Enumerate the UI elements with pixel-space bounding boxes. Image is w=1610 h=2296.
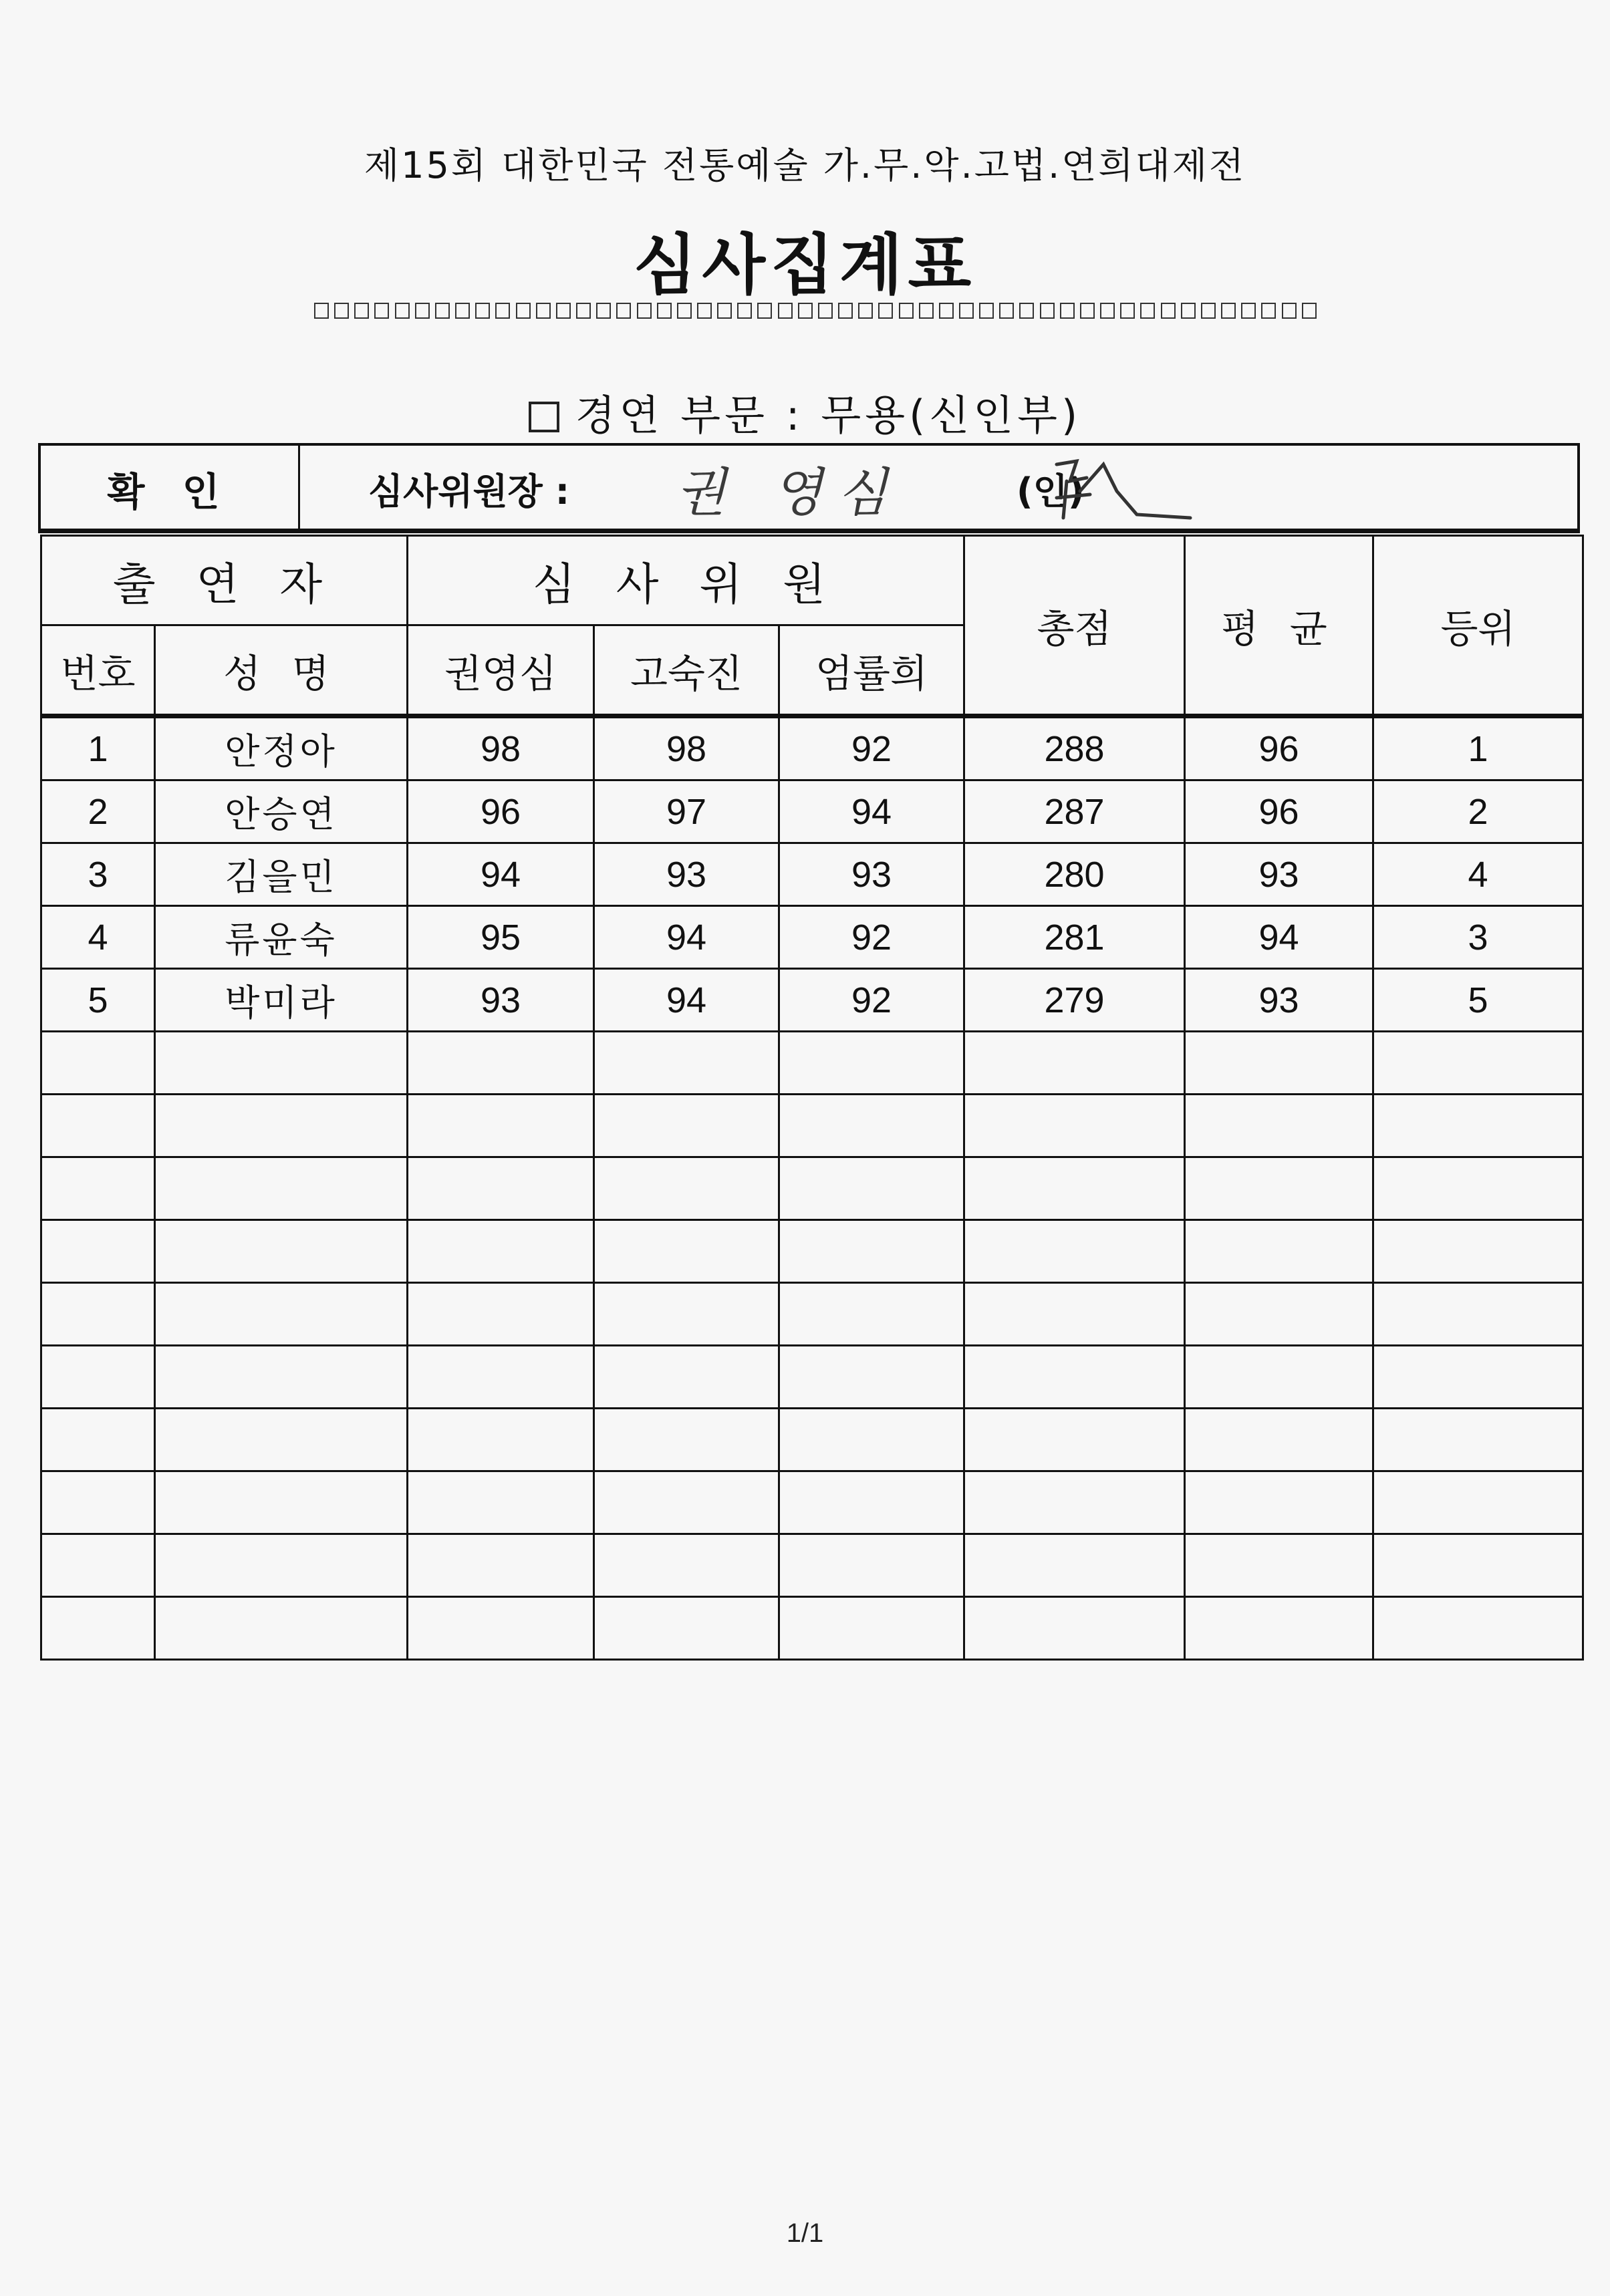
table-row xyxy=(41,969,1583,1032)
empty-cell xyxy=(41,1032,155,1095)
empty-cell xyxy=(594,1534,779,1597)
placeholder-box xyxy=(939,303,954,319)
entry-name: 안정아 xyxy=(155,716,408,780)
empty-cell xyxy=(408,1597,594,1660)
placeholder-box xyxy=(576,303,591,319)
chair-judge-label: 심사위원장 : xyxy=(368,470,570,513)
placeholder-box xyxy=(556,303,571,319)
placeholder-box xyxy=(757,303,772,319)
empty-cell xyxy=(408,1534,594,1597)
empty-cell xyxy=(1373,1471,1583,1534)
average-score: 94 xyxy=(1185,906,1373,969)
placeholder-box xyxy=(878,303,893,319)
empty-cell xyxy=(1185,1220,1373,1283)
placeholder-box xyxy=(1019,303,1034,319)
empty-cell xyxy=(155,1095,408,1157)
empty-table-row xyxy=(41,1283,1583,1346)
entry-name: 박미라 xyxy=(155,969,408,1032)
judge-2-header: 고숙진 xyxy=(594,625,779,716)
total-score: 279 xyxy=(964,969,1185,1032)
score-table xyxy=(40,535,1584,1661)
judge-3-score: 92 xyxy=(779,906,964,969)
empty-cell xyxy=(779,1157,964,1220)
placeholder-box xyxy=(475,303,490,319)
judge-2-score: 93 xyxy=(594,843,779,906)
placeholder-box xyxy=(1120,303,1135,319)
placeholder-box xyxy=(314,303,329,319)
empty-cell xyxy=(155,1157,408,1220)
empty-cell xyxy=(1373,1095,1583,1157)
empty-table-row xyxy=(41,1095,1583,1157)
empty-cell xyxy=(594,1157,779,1220)
empty-cell xyxy=(594,1032,779,1095)
empty-cell xyxy=(779,1283,964,1346)
judge-1-score: 98 xyxy=(408,716,594,780)
entry-name: 김을민 xyxy=(155,843,408,906)
empty-cell xyxy=(594,1597,779,1660)
empty-cell xyxy=(1185,1409,1373,1471)
entry-number: 5 xyxy=(41,969,155,1032)
checkbox-square xyxy=(529,402,559,432)
empty-cell xyxy=(41,1534,155,1597)
empty-cell xyxy=(155,1471,408,1534)
entry-number: 3 xyxy=(41,843,155,906)
judge-3-score: 94 xyxy=(779,780,964,843)
empty-table-row xyxy=(41,1597,1583,1660)
placeholder-box xyxy=(979,303,994,319)
judge-3-score: 92 xyxy=(779,969,964,1032)
handwritten-seal-mark xyxy=(1030,451,1197,525)
empty-cell xyxy=(41,1409,155,1471)
placeholder-box xyxy=(1221,303,1236,319)
empty-cell xyxy=(779,1095,964,1157)
placeholder-box xyxy=(374,303,389,319)
empty-table-row xyxy=(41,1409,1583,1471)
total-score: 288 xyxy=(964,716,1185,780)
page-number: 1/1 xyxy=(786,2218,824,2248)
rank: 2 xyxy=(1373,780,1583,843)
empty-cell xyxy=(155,1597,408,1660)
judge-2-score: 94 xyxy=(594,906,779,969)
placeholder-box xyxy=(596,303,611,319)
judge-1-score: 93 xyxy=(408,969,594,1032)
placeholder-box xyxy=(1140,303,1155,319)
empty-cell xyxy=(779,1534,964,1597)
empty-cell xyxy=(1185,1346,1373,1409)
placeholder-box xyxy=(657,303,672,319)
table-row xyxy=(41,716,1583,780)
rank: 1 xyxy=(1373,716,1583,780)
placeholder-box xyxy=(415,303,430,319)
empty-cell xyxy=(779,1597,964,1660)
placeholder-box xyxy=(637,303,652,319)
empty-table-row xyxy=(41,1032,1583,1095)
empty-cell xyxy=(408,1157,594,1220)
average-score: 93 xyxy=(1185,843,1373,906)
placeholder-box xyxy=(455,303,470,319)
empty-cell xyxy=(779,1032,964,1095)
placeholder-box xyxy=(616,303,631,319)
empty-cell xyxy=(41,1157,155,1220)
placeholder-box xyxy=(677,303,692,319)
empty-cell xyxy=(964,1283,1185,1346)
empty-cell xyxy=(594,1283,779,1346)
empty-cell xyxy=(1373,1220,1583,1283)
average-score: 93 xyxy=(1185,969,1373,1032)
placeholder-box xyxy=(1241,303,1256,319)
entry-name: 류윤숙 xyxy=(155,906,408,969)
empty-cell xyxy=(1185,1095,1373,1157)
total-score: 281 xyxy=(964,906,1185,969)
placeholder-box xyxy=(1080,303,1095,319)
judge-2-score: 94 xyxy=(594,969,779,1032)
placeholder-box xyxy=(1060,303,1075,319)
competition-category xyxy=(0,382,1610,442)
average-header: 평 균 xyxy=(1185,536,1373,716)
empty-cell xyxy=(964,1095,1185,1157)
empty-table-row xyxy=(41,1471,1583,1534)
confirm-label: 확 인 xyxy=(41,446,300,531)
placeholder-box xyxy=(697,303,712,319)
rank: 3 xyxy=(1373,906,1583,969)
empty-cell xyxy=(594,1346,779,1409)
empty-cell xyxy=(408,1346,594,1409)
empty-cell xyxy=(1373,1409,1583,1471)
empty-cell xyxy=(1373,1534,1583,1597)
table-row xyxy=(41,843,1583,906)
empty-cell xyxy=(964,1032,1185,1095)
placeholder-box xyxy=(435,303,450,319)
average-score: 96 xyxy=(1185,780,1373,843)
empty-cell xyxy=(41,1283,155,1346)
empty-cell xyxy=(1373,1283,1583,1346)
event-subtitle: 제15회 대한민국 전통예술 가.무.악.고법.연희대제전 xyxy=(364,144,1246,186)
placeholder-box xyxy=(858,303,873,319)
entry-number: 2 xyxy=(41,780,155,843)
empty-cell xyxy=(155,1346,408,1409)
empty-cell xyxy=(964,1597,1185,1660)
table-row xyxy=(41,780,1583,843)
judge-2-score: 97 xyxy=(594,780,779,843)
empty-cell xyxy=(964,1220,1185,1283)
empty-table-row xyxy=(41,1157,1583,1220)
rank: 5 xyxy=(1373,969,1583,1032)
placeholder-box xyxy=(798,303,813,319)
placeholder-box xyxy=(1261,303,1276,319)
placeholder-box xyxy=(334,303,349,319)
placeholder-box xyxy=(919,303,934,319)
placeholder-box-row xyxy=(314,297,1317,324)
placeholder-box xyxy=(778,303,793,319)
empty-cell xyxy=(779,1346,964,1409)
confirmation-block xyxy=(38,443,1580,533)
empty-cell xyxy=(1185,1471,1373,1534)
empty-cell xyxy=(1185,1283,1373,1346)
name-header: 성 명 xyxy=(155,625,408,716)
placeholder-box xyxy=(717,303,732,319)
placeholder-box xyxy=(1201,303,1216,319)
total-score: 287 xyxy=(964,780,1185,843)
empty-cell xyxy=(155,1032,408,1095)
average-score: 96 xyxy=(1185,716,1373,780)
rank: 4 xyxy=(1373,843,1583,906)
empty-cell xyxy=(408,1283,594,1346)
seal-label: (인) xyxy=(1017,470,1085,513)
empty-cell xyxy=(408,1032,594,1095)
page-title: 심사집계표 xyxy=(633,227,977,303)
placeholder-box xyxy=(899,303,914,319)
total-score: 280 xyxy=(964,843,1185,906)
empty-table-row xyxy=(41,1220,1583,1283)
empty-cell xyxy=(41,1095,155,1157)
empty-cell xyxy=(155,1220,408,1283)
empty-cell xyxy=(964,1534,1185,1597)
category-label: 경연 부문 : 무용(신인부) xyxy=(575,391,1082,440)
empty-cell xyxy=(964,1346,1185,1409)
judges-group-header: 심 사 위 원 xyxy=(408,536,964,625)
empty-cell xyxy=(1373,1157,1583,1220)
placeholder-box xyxy=(737,303,752,319)
performer-group-header: 출 연 자 xyxy=(41,536,408,625)
judge-2-score: 98 xyxy=(594,716,779,780)
empty-cell xyxy=(779,1220,964,1283)
empty-cell xyxy=(1185,1157,1373,1220)
empty-table-row xyxy=(41,1534,1583,1597)
number-header: 번호 xyxy=(41,625,155,716)
empty-cell xyxy=(1373,1032,1583,1095)
empty-cell xyxy=(1185,1032,1373,1095)
chair-signature: 권 영심 xyxy=(676,463,902,523)
placeholder-box xyxy=(1282,303,1297,319)
judge-1-header: 권영심 xyxy=(408,625,594,716)
placeholder-box xyxy=(999,303,1014,319)
placeholder-box xyxy=(1100,303,1115,319)
empty-cell xyxy=(594,1095,779,1157)
empty-cell xyxy=(594,1471,779,1534)
empty-cell xyxy=(155,1409,408,1471)
rank-header: 등위 xyxy=(1373,536,1583,716)
placeholder-box xyxy=(1302,303,1317,319)
empty-cell xyxy=(1185,1597,1373,1660)
table-row xyxy=(41,906,1583,969)
empty-cell xyxy=(41,1220,155,1283)
empty-cell xyxy=(41,1471,155,1534)
placeholder-box xyxy=(1040,303,1055,319)
entry-name: 안승연 xyxy=(155,780,408,843)
placeholder-box xyxy=(536,303,551,319)
judge-3-score: 92 xyxy=(779,716,964,780)
empty-cell xyxy=(594,1409,779,1471)
empty-cell xyxy=(41,1597,155,1660)
empty-cell xyxy=(779,1409,964,1471)
judge-1-score: 96 xyxy=(408,780,594,843)
judge-1-score: 94 xyxy=(408,843,594,906)
empty-cell xyxy=(1373,1346,1583,1409)
empty-cell xyxy=(964,1471,1185,1534)
placeholder-box xyxy=(516,303,531,319)
placeholder-box xyxy=(354,303,369,319)
score-table-body xyxy=(41,716,1583,1660)
entry-number: 4 xyxy=(41,906,155,969)
judge-1-score: 95 xyxy=(408,906,594,969)
placeholder-box xyxy=(395,303,410,319)
empty-cell xyxy=(408,1409,594,1471)
empty-cell xyxy=(41,1346,155,1409)
empty-cell xyxy=(779,1471,964,1534)
judge-3-header: 엄률희 xyxy=(779,625,964,716)
empty-cell xyxy=(408,1095,594,1157)
placeholder-box xyxy=(959,303,974,319)
empty-cell xyxy=(964,1157,1185,1220)
placeholder-box xyxy=(1181,303,1196,319)
placeholder-box xyxy=(1161,303,1176,319)
entry-number: 1 xyxy=(41,716,155,780)
placeholder-box xyxy=(838,303,853,319)
empty-cell xyxy=(1185,1534,1373,1597)
empty-cell xyxy=(408,1220,594,1283)
placeholder-box xyxy=(495,303,510,319)
judge-3-score: 93 xyxy=(779,843,964,906)
empty-cell xyxy=(964,1409,1185,1471)
total-header: 총점 xyxy=(964,536,1185,716)
empty-cell xyxy=(408,1471,594,1534)
empty-cell xyxy=(594,1220,779,1283)
empty-cell xyxy=(1373,1597,1583,1660)
empty-cell xyxy=(155,1534,408,1597)
placeholder-box xyxy=(818,303,833,319)
empty-table-row xyxy=(41,1346,1583,1409)
empty-cell xyxy=(155,1283,408,1346)
